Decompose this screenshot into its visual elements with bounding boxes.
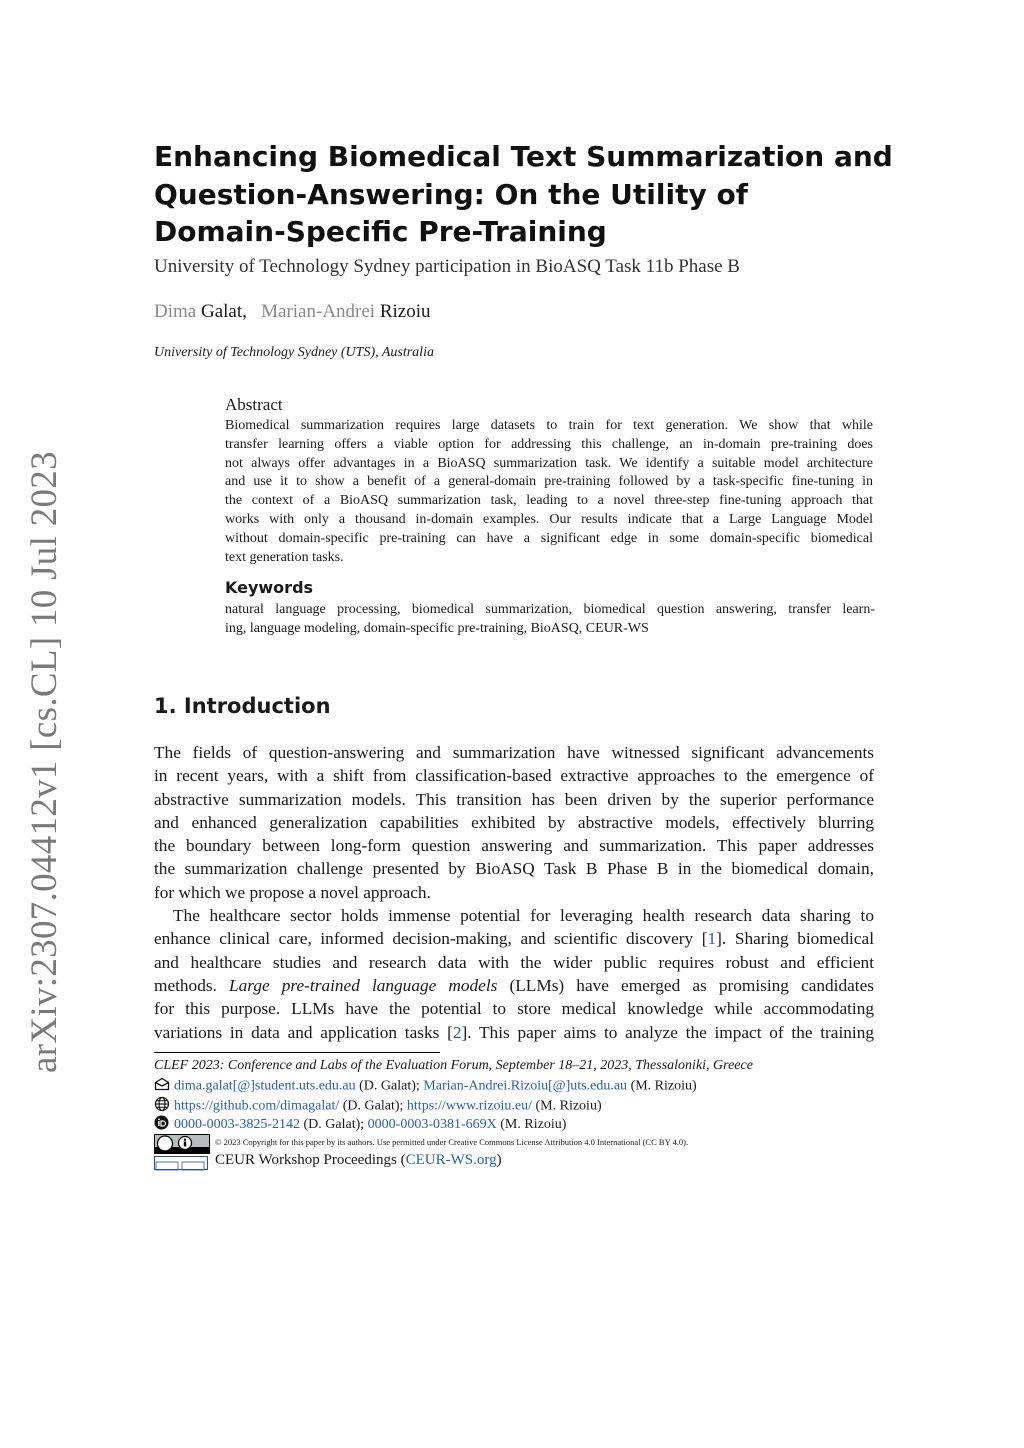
- ceur-link[interactable]: CEUR-WS.org: [405, 1152, 497, 1168]
- body-line: The healthcare sector holds immense potential for leveraging health research data sharing to: [173, 906, 874, 926]
- introduction-body: [154, 741, 874, 1044]
- abstract-line: text generation tasks.: [225, 549, 344, 565]
- body-line: for which we propose a novel approach.: [154, 882, 431, 902]
- abstract-line: Biomedical summarization requires large datasets to train for text generation. We show that while: [225, 418, 873, 433]
- orcid-link[interactable]: 0000-0003-3825-2142: [174, 1117, 300, 1133]
- citation-link[interactable]: 1: [707, 929, 717, 949]
- email-link[interactable]: Marian-Andrei.Rizoiu[@]uts.edu.au: [423, 1078, 628, 1094]
- body-line: methods. Large pre-trained language models (LLMs) have emerged as promising candidates: [154, 975, 874, 995]
- abstract-line: the context of a BioASQ summarization task, leading to a novel three-step fine-tuning approach that: [225, 493, 873, 509]
- author-family-name: Rizoiu: [379, 301, 431, 322]
- abstract-line: works with only a thousand in-domain examples. Our results indicate that a Large Language Model: [225, 511, 873, 527]
- paper-title: [154, 138, 893, 251]
- body-line: The fields of question-answering and summarization have witnessed significant advancements: [154, 743, 874, 762]
- body-line: enhance clinical care, informed decision-making, and scientific discovery [1]. Sharing biomedical: [154, 929, 874, 949]
- cc-license-badge: [154, 1134, 210, 1154]
- abstract-text: [225, 417, 873, 567]
- author-list: Dima Galat, Marian-Andrei Rizoiu: [154, 301, 431, 322]
- body-line: in recent years, with a shift from classification-based extractive approaches to the emergence of: [154, 766, 874, 786]
- orcid-line: 0000-0003-3825-2142 (D. Galat); 0000-0003-0381-669X (M. Rizoiu): [154, 1115, 566, 1135]
- body-line: the boundary between long-form question answering and summarization. This paper addresses: [154, 836, 874, 856]
- keywords-line: natural language processing, biomedical summarization, biomedical question answering, transfer learn-: [225, 602, 875, 617]
- footnote-divider: [154, 1052, 440, 1053]
- body-line: the summarization challenge presented by BioASQ Task B Phase B in the biomedical domain,: [154, 859, 874, 879]
- envelope-icon: [154, 1077, 171, 1096]
- email-line: dima.galat[@]student.uts.edu.au (D. Galat); Marian-Andrei.Rizoiu[@]uts.edu.au (M. Rizoiu): [154, 1077, 697, 1096]
- keywords-line: ing, language modeling, domain-specific pre-training, BioASQ, CEUR-WS: [225, 621, 649, 636]
- body-line: and healthcare studies and research data with the wider public requires robust and efficient: [154, 952, 874, 972]
- citation-link[interactable]: 2: [452, 1022, 462, 1042]
- body-line: and enhanced generalization capabilities exhibited by abstractive models, effectively blurring: [154, 812, 874, 832]
- body-line: variations in data and application tasks [2]. This paper aims to analyze the impact of the training: [154, 1022, 874, 1042]
- author-family-name: Galat: [200, 301, 243, 322]
- paper-subtitle: University of Technology Sydney participation in BioASQ Task 11b Phase B: [154, 256, 740, 277]
- abstract-line: and use it to show a benefit of a general-domain pre-training followed by a task-specific fine-tuning in: [225, 474, 873, 490]
- title-line: Enhancing Biomedical Text Summarization and: [154, 140, 893, 173]
- orcid-link[interactable]: 0000-0003-0381-669X: [367, 1117, 497, 1133]
- abstract-line: transfer learning offers a viable option for addressing this challenge, an in-domain pre-training does: [225, 436, 873, 452]
- title-line: Question-Answering: On the Utility of: [154, 177, 748, 211]
- abstract-line: not always offer advantages in a BioASQ summarization task. We identify a suitable model architecture: [225, 455, 873, 471]
- abstract-line: without domain-specific pre-training can have a significant edge in some domain-specific biomedical: [225, 530, 873, 546]
- emphasis: Large pre-trained language models: [229, 975, 498, 995]
- affiliation: University of Technology Sydney (UTS), Australia: [154, 345, 434, 360]
- homepage-line: https://github.com/dimagalat/ (D. Galat); https://www.rizoiu.eu/ (M. Rizoiu): [154, 1096, 602, 1117]
- license-note: © 2023 Copyright for this paper by its authors. Use permitted under Creative Commons License Attribution 4.0 International (CC BY 4.0).: [215, 1137, 689, 1147]
- email-link[interactable]: dima.galat[@]student.uts.edu.au: [174, 1078, 356, 1094]
- body-line: for this purpose. LLMs have the potential to store medical knowledge while accommodating: [154, 999, 874, 1019]
- abstract-heading: Abstract: [225, 395, 283, 414]
- arxiv-identifier: arXiv:2307.04412v1 [cs.CL] 10 Jul 2023: [24, 451, 65, 1073]
- keywords-heading: Keywords: [225, 578, 314, 597]
- homepage-link[interactable]: https://www.rizoiu.eu/: [406, 1098, 532, 1114]
- homepage-link[interactable]: https://github.com/dimagalat/: [174, 1098, 340, 1114]
- proceedings-line: CEUR Workshop Proceedings (CEUR-WS.org): [215, 1152, 502, 1168]
- globe-icon: [154, 1096, 171, 1117]
- section-heading: 1. Introduction: [154, 694, 331, 718]
- keywords-text: [225, 600, 875, 638]
- body-line: abstractive summarization models. This transition has been driven by the superior performance: [154, 789, 874, 809]
- title-line: Domain-Specific Pre-Training: [154, 215, 607, 248]
- author-given-name: Dima: [154, 301, 197, 322]
- orcid-icon: [154, 1115, 171, 1135]
- conference-note: CLEF 2023: Conference and Labs of the Evaluation Forum, September 18–21, 2023, Thessaloniki, Greece: [154, 1058, 753, 1073]
- ceur-logo: [154, 1156, 208, 1170]
- author-given-name: Marian-Andrei: [261, 301, 376, 322]
